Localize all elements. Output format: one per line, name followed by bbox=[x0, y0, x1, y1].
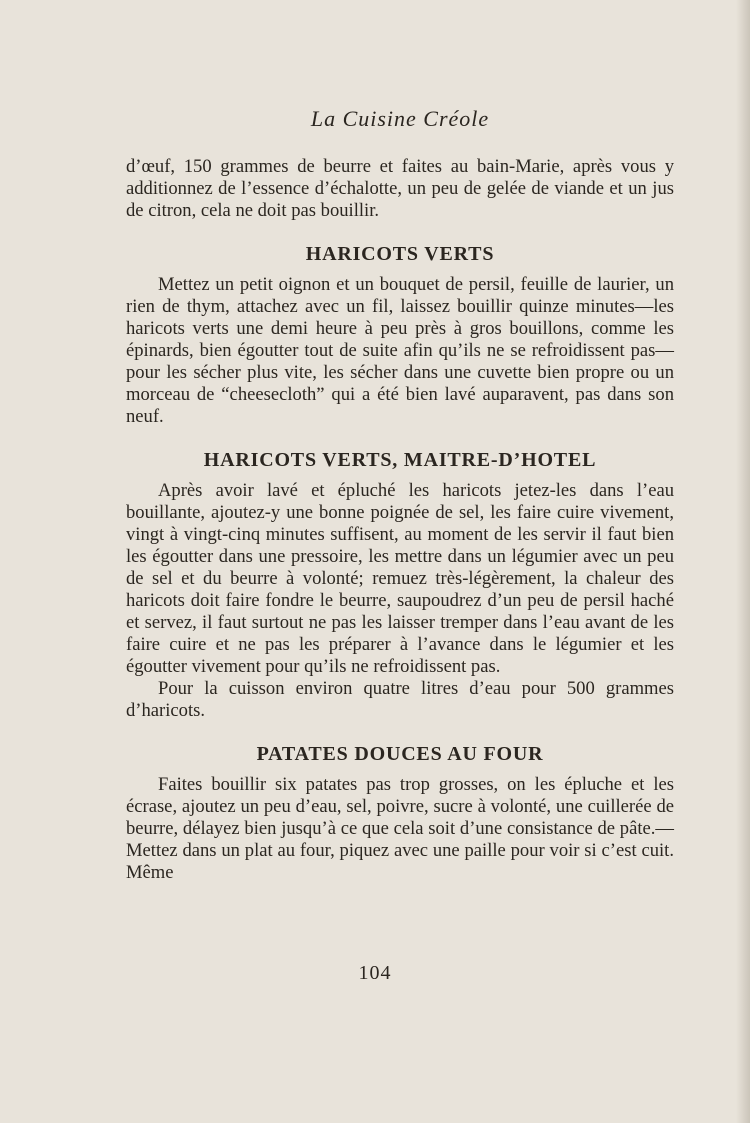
section-haricots-verts-maitre-dhotel bbox=[126, 448, 674, 722]
section-heading: HARICOTS VERTS, MAITRE-D’HOTEL bbox=[203, 449, 597, 471]
section-patates-douces-au-four bbox=[126, 742, 674, 884]
section-heading: HARICOTS VERTS bbox=[305, 243, 495, 265]
section-paragraph: Pour la cuisson environ quatre litres d’eau pour 500 grammes d’haricots. bbox=[126, 678, 674, 721]
section-haricots-verts bbox=[126, 242, 674, 428]
section-heading: PATATES DOUCES AU FOUR bbox=[256, 743, 544, 765]
section-paragraph: Faites bouillir six patates pas trop grosses, on les épluche et les écrase, ajoutez un peu d’eau, sel, poivre, sucre à volonté, une cuillerée de beurre, délayez bien jusqu’à ce que cela soit d’une consistance de pâte.—Mettez dans un plat au four, piquez avec une paille pour voir si c’est cuit. Même bbox=[126, 774, 674, 883]
page-number: 104 bbox=[358, 962, 392, 984]
section-paragraph: Après avoir lavé et épluché les haricots jetez-les dans l’eau bouillante, ajoutez-y une bonne poignée de sel, les faire cuire vivement, vingt à vingt-cinq minutes suffisent, au moment de les servir il faut bien les égoutter dans une pressoire, les mettre dans un légumier avec un peu de sel et du beurre à volonté; remuez très-légèrement, la chaleur des haricots doit faire fondre le beurre, saupoudrez d’un peu de persil haché et servez, il faut surtout ne pas les laisser tremper dans l’eau avant de les faire cuire et ne pas les préparer à l’avance dans le légumier et les égoutter vivement pour qu’ils ne refroidissent pas. bbox=[126, 480, 674, 677]
page-body bbox=[126, 104, 674, 884]
intro-paragraph: d’œuf, 150 grammes de beurre et faites au bain-Marie, après vous y additionnez de l’essence d’échalotte, un peu de gelée de viande et un jus de citron, cela ne doit pas bouillir. bbox=[126, 156, 674, 221]
running-head: La Cuisine Créole bbox=[310, 106, 490, 131]
section-paragraph: Mettez un petit oignon et un bouquet de persil, feuille de laurier, un rien de thym, attachez avec un fil, laissez bouillir quinze minutes—les haricots verts une demi heure à peu près à gros bouillons, comme les épinards, bien égoutter tout de suite afin qu’ils ne se refroidissent pas—pour les sécher plus vite, les sécher dans une cuvette bien propre ou un morceau de “cheesecloth” qui a été bien lavé auparavent, pas dans son neuf. bbox=[126, 274, 674, 427]
